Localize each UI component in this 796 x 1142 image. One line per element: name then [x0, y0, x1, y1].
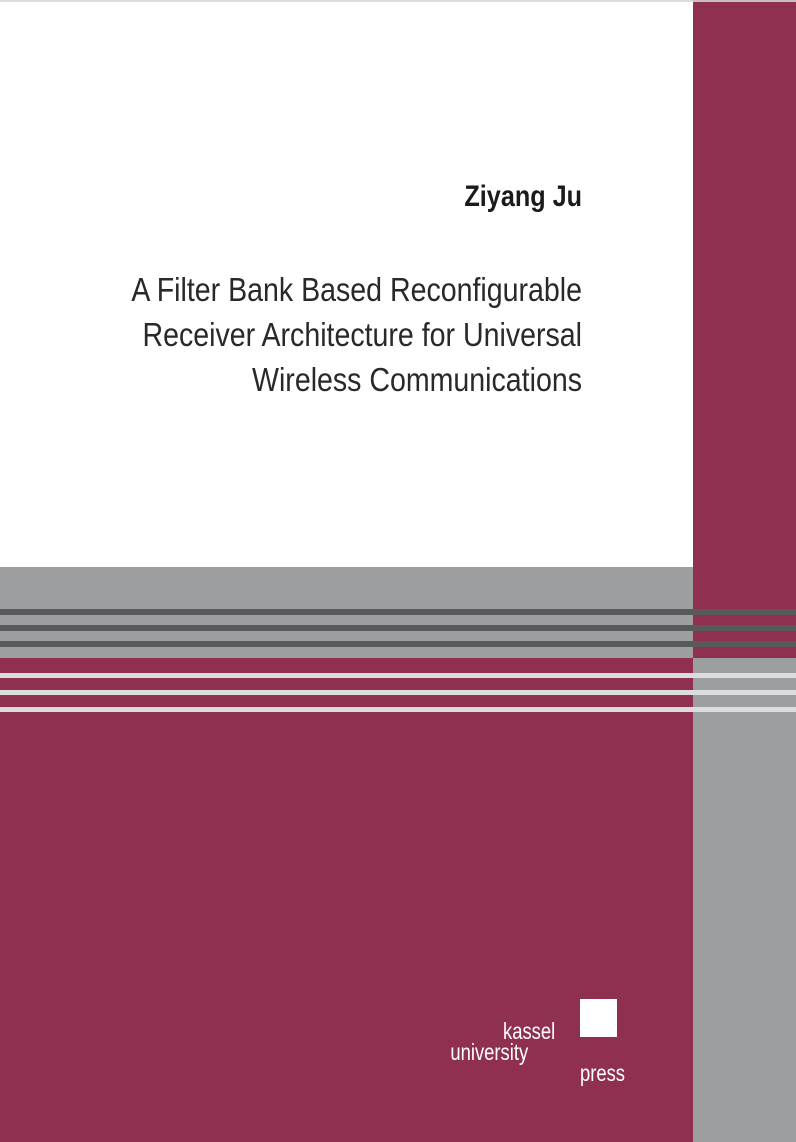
- band-gray-1: [0, 615, 796, 625]
- band-gray-3: [0, 647, 796, 658]
- right-maroon-column: [693, 631, 796, 641]
- title-line-3: Wireless Communications: [252, 361, 582, 398]
- right-gray-column: [693, 658, 796, 673]
- maroon-band: [0, 678, 693, 690]
- gray-band: [0, 567, 693, 609]
- right-gray-column: [693, 695, 796, 707]
- gray-band: [0, 631, 693, 641]
- band-maroon-1: [0, 658, 796, 673]
- gray-band: [0, 647, 693, 658]
- band-maroon-2: [0, 678, 796, 690]
- right-maroon-column: [693, 0, 796, 567]
- maroon-band: [0, 695, 693, 707]
- publisher-square-icon: [580, 999, 617, 1037]
- band-gray-2: [0, 631, 796, 641]
- title-line-1: A Filter Bank Based Reconfigurable: [131, 271, 582, 308]
- logo-word-press: press: [580, 1060, 625, 1086]
- right-maroon-column: [693, 615, 796, 625]
- right-maroon-column: [693, 567, 796, 609]
- right-maroon-column: [693, 647, 796, 658]
- right-gray-column: [693, 678, 796, 690]
- band-maroon-3: [0, 695, 796, 707]
- top-edge-line: [0, 0, 796, 2]
- logo-word-university: university: [450, 1039, 528, 1065]
- right-gray-column: [693, 712, 796, 1142]
- title-line-2: Receiver Architecture for Universal: [142, 316, 582, 353]
- band-gray-wide: [0, 567, 796, 609]
- logo-word-kassel: kassel: [502, 1018, 555, 1044]
- author-name: Ziyang Ju: [464, 180, 582, 213]
- maroon-band: [0, 658, 693, 673]
- gray-band: [0, 615, 693, 625]
- book-title: [131, 267, 582, 402]
- band-bottom: [0, 712, 796, 1142]
